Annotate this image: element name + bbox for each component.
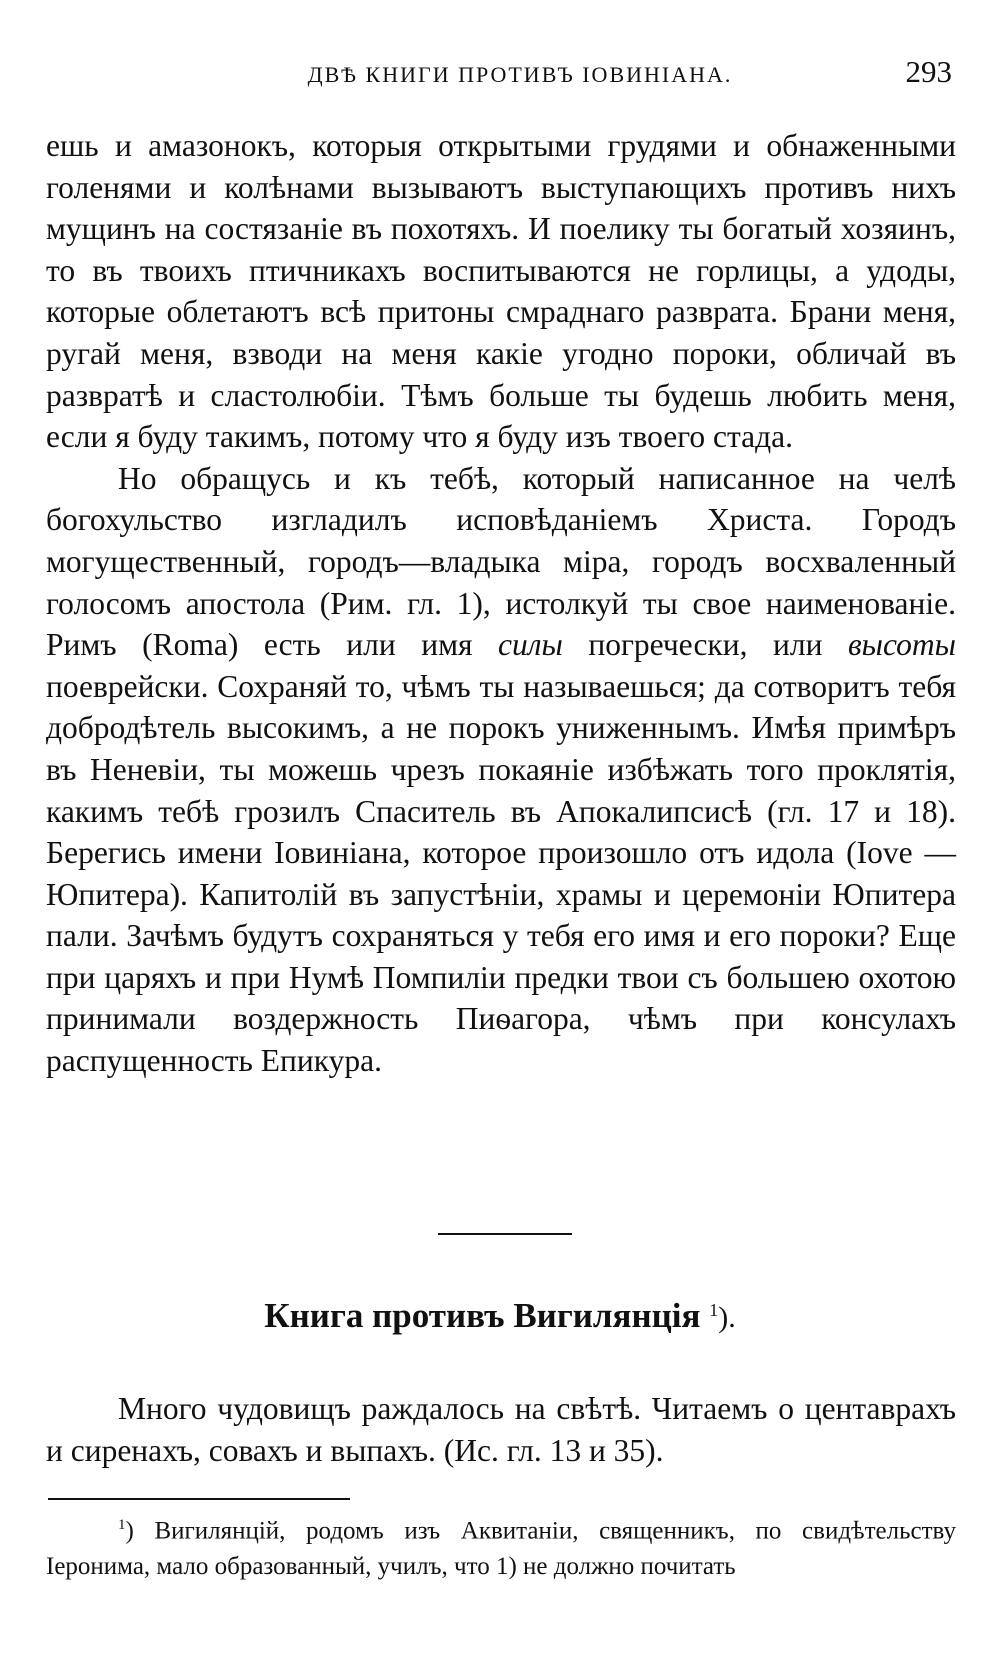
emphasis-sily: силы xyxy=(498,627,563,663)
section-text xyxy=(46,1388,956,1471)
running-title: ДВѢ КНИГИ ПРОТИВЪ ІОВИНІАНА. xyxy=(307,62,733,87)
footnote-marker: 1 xyxy=(118,1517,126,1533)
body-text xyxy=(46,125,956,1082)
footnote-reference-close: ). xyxy=(718,1301,736,1334)
paragraph-1: ешь и амазонокъ, которыя открытыми грудями и обнаженными голенями и колѣнами вызываютъ выступающихъ противъ нихъ мущинъ на состязаніе въ похотяхъ. И поелику ты богатый хозяинъ, то въ твоихъ птичникахъ воспитываются не горлицы, а удоды, которые облетаютъ всѣ притоны смраднаго разврата. Брани меня, ругай меня, взводи на меня какіе угодно пороки, обличай въ развратѣ и сластолюбіи. Тѣмъ больше ты будешь любить меня, если я буду такимъ, потому что я буду изъ твоего стада. xyxy=(46,128,956,455)
paragraph-2-part-b: погречески, или xyxy=(562,627,848,663)
footnote-reference xyxy=(709,1301,736,1334)
footnote-marker-close: ) xyxy=(125,1517,134,1545)
footnote-reference-number: 1 xyxy=(709,1300,719,1320)
footnote-rule xyxy=(48,1498,350,1500)
footnote xyxy=(46,1507,956,1585)
footnote-paragraph xyxy=(46,1507,956,1585)
paragraph-2-part-c: поеврейски. Сохраняй то, чѣмъ ты называешься; да сотворитъ тебя добродѣтель высокимъ, а не порокъ униженнымъ. Имѣя примѣръ въ Неневіи, ты можешь чрезъ покаяніе избѣжать того проклятія, какимъ тебѣ грозилъ Спаситель въ Апокалипсисѣ (гл. 17 и 18). Берегись имени Іовиніана, которое произошло отъ идола (Iove — Юпитера). Капитолій въ запустѣніи, храмы и церемоніи Юпитера пали. Зачѣмъ будутъ сохраняться у тебя его имя и его пороки? Еще при царяхъ и при Нумѣ Помпиліи предки твои съ большею охотою принимали воздержность Пиѳагора, чѣмъ при консулахъ распущенность Епикура. xyxy=(46,668,956,1079)
section-paragraph-1: Много чудовищъ раждалось на свѣтѣ. Читаемъ о центаврахъ и сиренахъ, совахъ и выпахъ. (Ис. гл. 13 и 35). xyxy=(46,1391,956,1468)
paragraph-2 xyxy=(46,458,956,1082)
page-number: 293 xyxy=(905,54,952,89)
emphasis-vysoty: высоты xyxy=(847,627,956,663)
section-heading-text: Книга противъ Вигилянція xyxy=(264,1296,701,1335)
paragraph-2-part-a: Но обращусь и къ тебѣ, который написанное на челѣ богохульство изгладилъ исповѣданіемъ Христа. Городъ могущественный, городъ—владыка міра, городъ восхваленный голосомъ апостола (Рим. гл. 1), истолкуй ты свое наименованіе. Римъ (Roma) есть или имя xyxy=(46,460,956,663)
running-head xyxy=(48,54,952,94)
section-separator-rule xyxy=(438,1233,572,1235)
section-heading xyxy=(0,1296,1000,1336)
footnote-text: Вигилянцій, родомъ изъ Аквитаніи, священникъ, по свидѣтельству Іеронима, мало образованный, училъ, что 1) не должно почитать xyxy=(46,1517,956,1581)
